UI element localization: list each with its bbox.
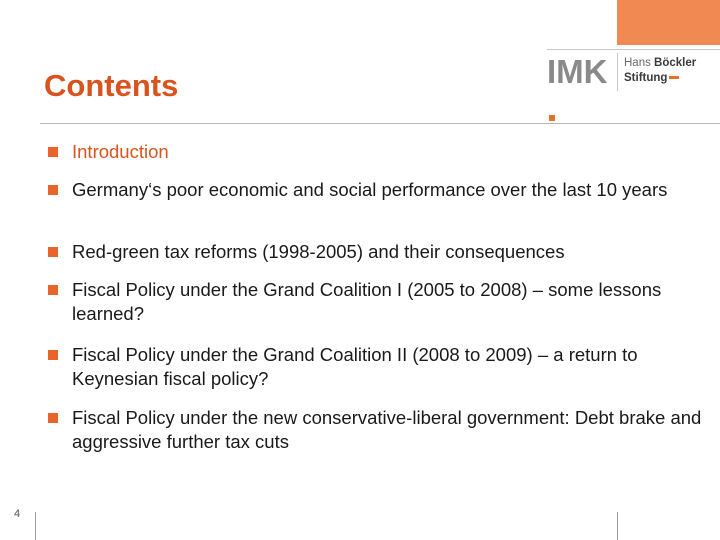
hb-logo-mark [669,76,679,79]
hans-boeckler-line1 [624,56,720,71]
page-number: 4 [14,508,21,520]
footer-rule-left [35,512,36,540]
hb-stiftung-text: Stiftung [624,72,668,84]
corner-accent-block [617,0,720,45]
list-item [48,140,708,164]
imk-logo-text: IMK [547,53,608,90]
list-item [48,240,708,264]
imk-logo [547,53,611,91]
logo-top-rule [547,49,720,50]
bullet-square-icon [48,247,58,257]
list-item [48,343,708,391]
list-item-text: Introduction [72,141,169,162]
list-item-text: Red-green tax reforms (1998-2005) and their consequences [72,241,565,262]
list-item-text: Germany‘s poor economic and social performance over the last 10 years [72,179,668,200]
hans-boeckler-logo [624,56,720,86]
bullet-square-icon [48,285,58,295]
hans-boeckler-line2 [624,71,720,86]
footer-rule-right [617,512,618,540]
list-item-text: Fiscal Policy under the Grand Coalition II (2008 to 2009) – a return to Keynesian fiscal policy? [72,344,638,389]
page-title: Contents [44,68,179,103]
list-item [48,406,708,454]
bullet-square-icon [48,413,58,423]
bullet-square-icon [48,350,58,360]
imk-logo-dot [549,115,555,121]
hb-boeckler-text: Böckler [654,57,697,69]
bullet-square-icon [48,185,58,195]
list-item [48,178,708,202]
bullet-square-icon [48,147,58,157]
list-item-text: Fiscal Policy under the new conservative-liberal government: Debt brake and aggressive further tax cuts [72,407,702,452]
list-item [48,278,708,326]
hb-hans-text: Hans [624,57,655,69]
logo-divider [617,53,618,91]
list-item-text: Fiscal Policy under the Grand Coalition I (2005 to 2008) – some lessons learned? [72,279,662,324]
title-rule [40,123,720,124]
